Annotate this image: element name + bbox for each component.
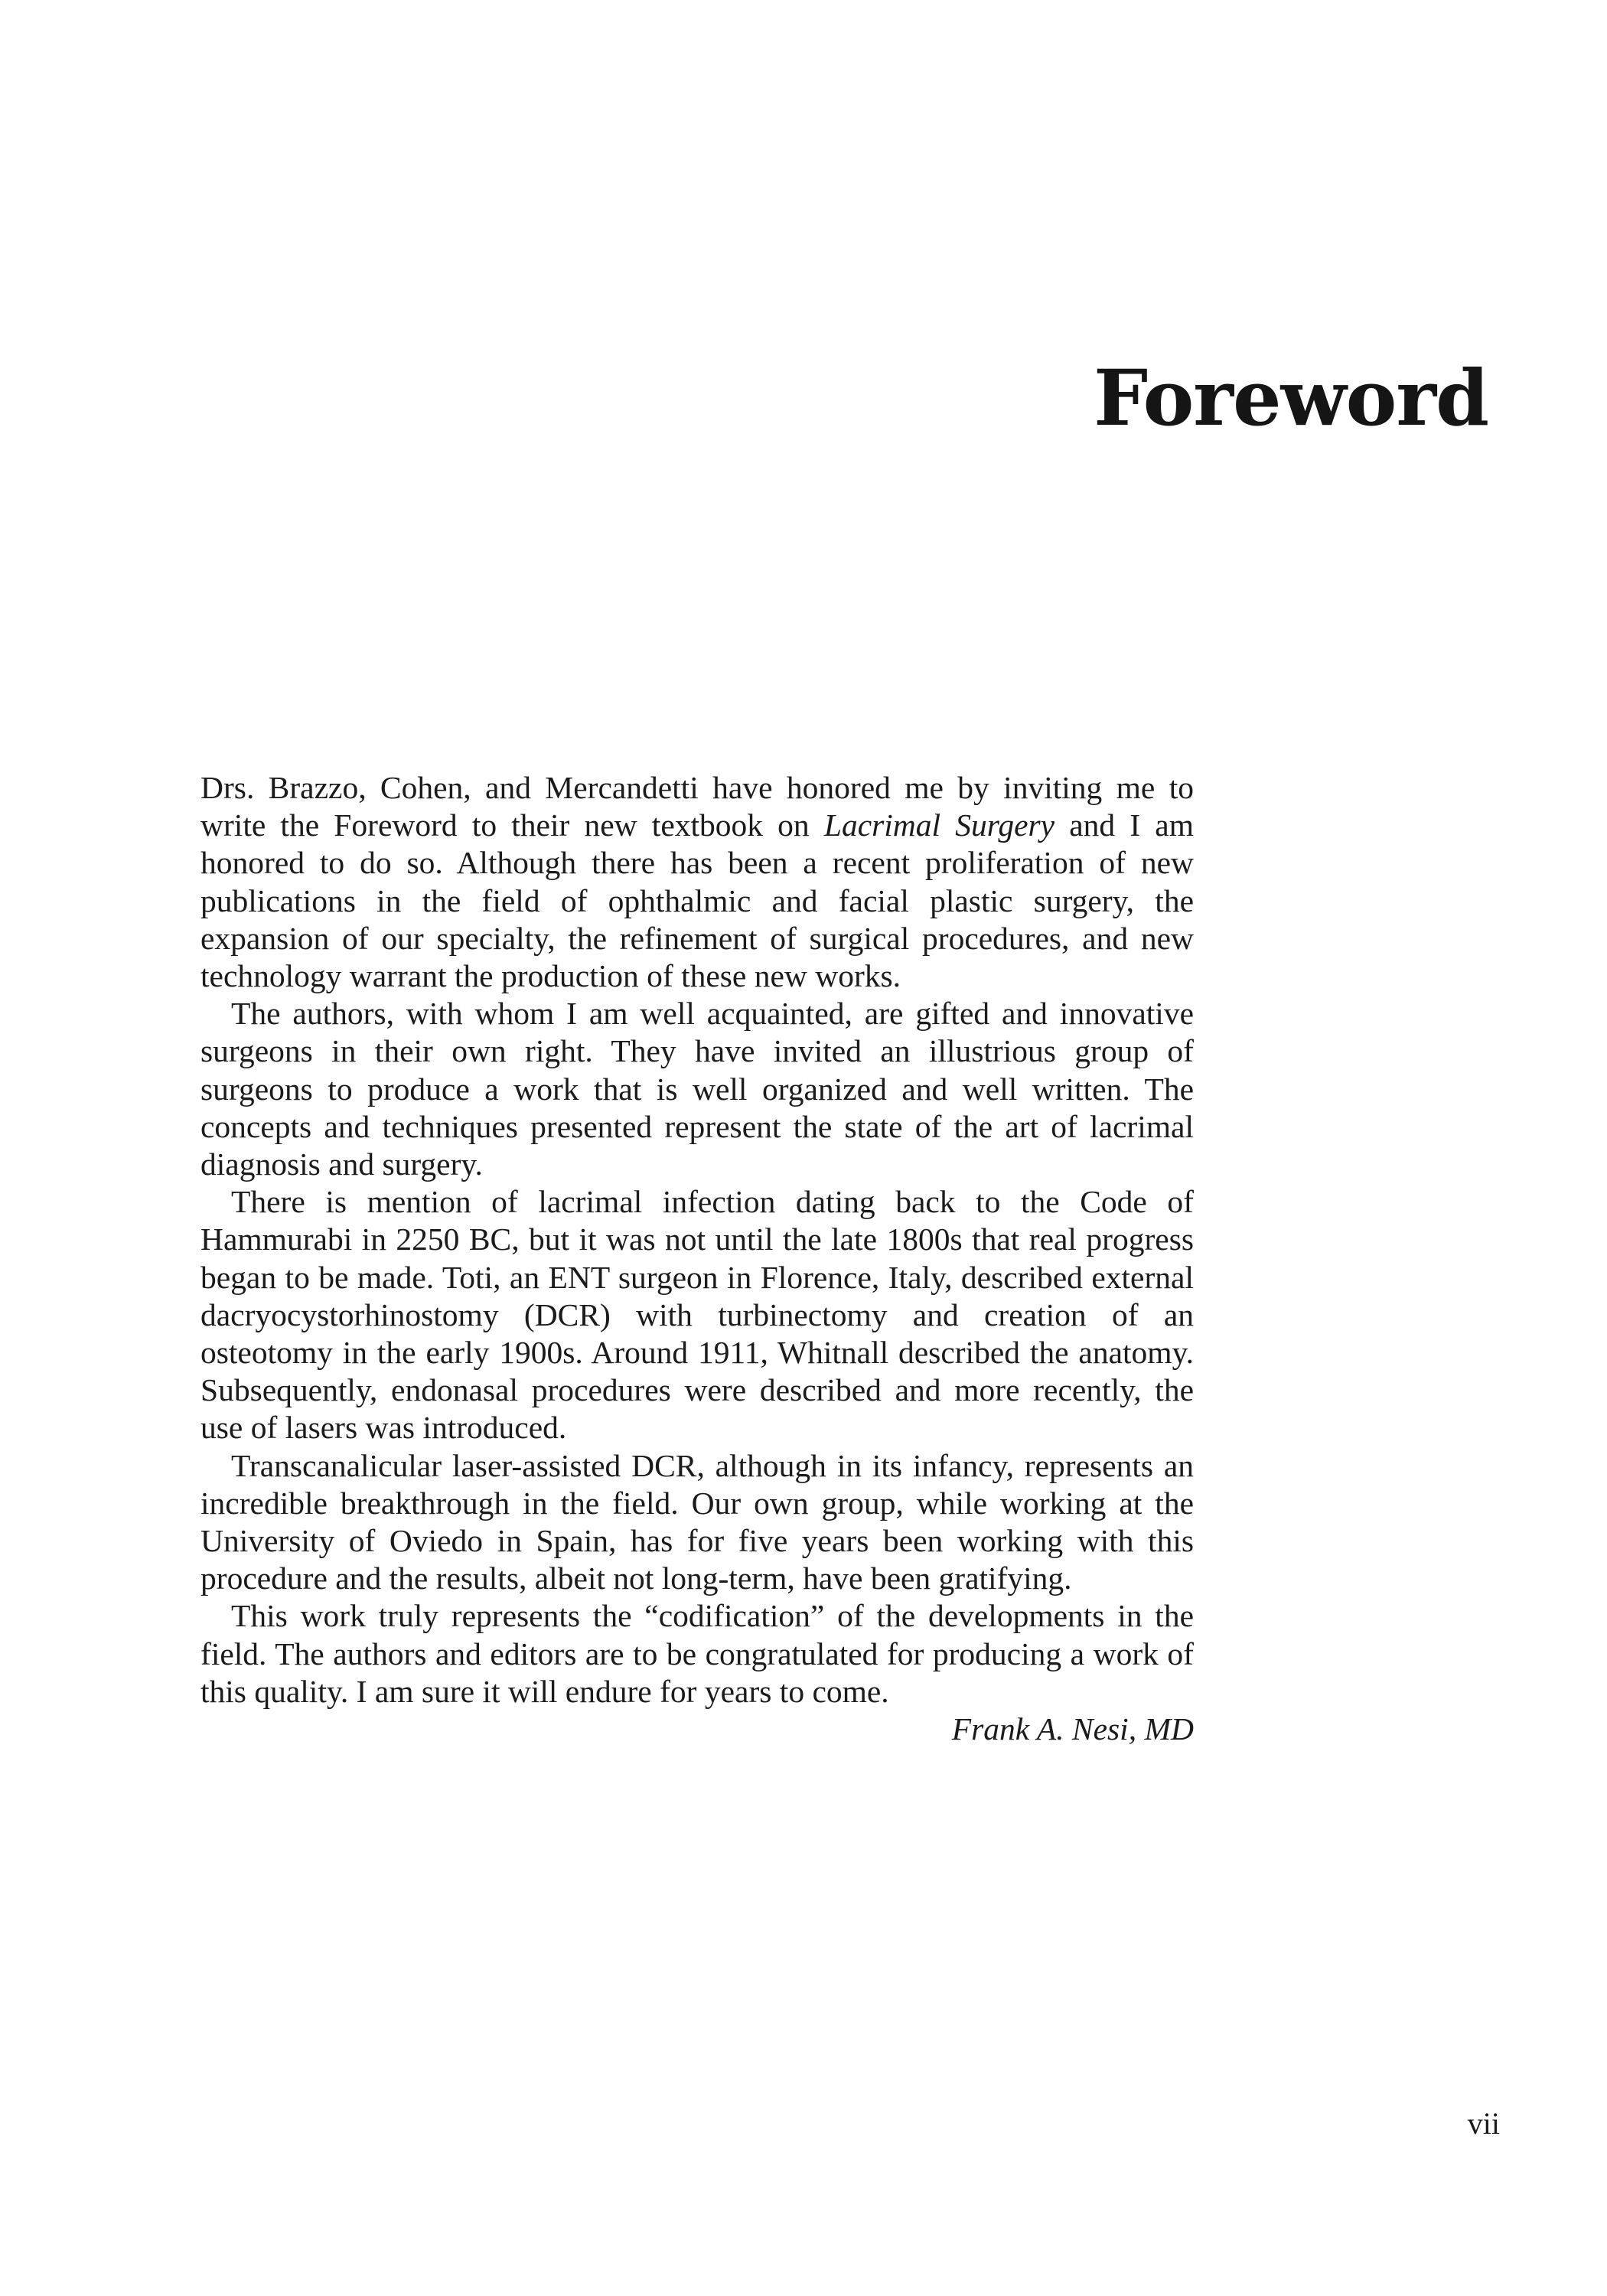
paragraph-4: Transcanalicular laser-assisted DCR, although in its infancy, represents an incredible breakthrough in the field. Our own group, while working at the University of Oviedo in Spain, has for five years been working with this procedure and the results, albeit not long-term, have been gratifying. — [200, 1447, 1194, 1596]
paragraph-2: The authors, with whom I am well acquainted, are gifted and innovative surgeons in their own right. They have invited an illustrious group of surgeons to produce a work that is well organized and well written. The concepts and techniques presented represent the state of the art of lacrimal diagnosis and surgery. — [200, 996, 1194, 1182]
paragraph-1-text-end: and I am honored to do so. Although there has been a recent proliferation of new publications in the field of ophthalmic and facial plastic surgery, the expansion of our specialty, the refinement of surgical procedures, and new technology warrant the production of these new works. — [200, 807, 1194, 994]
page-number: vii — [1467, 2106, 1500, 2141]
foreword-body — [200, 769, 1194, 1748]
paragraph-1 — [200, 769, 1194, 995]
book-title-italic: Lacrimal Surgery — [823, 807, 1055, 843]
paragraph-3: There is mention of lacrimal infection dating back to the Code of Hammurabi in 2250 BC, but it was not until the late 1800s that real progress began to be made. Toti, an ENT surgeon in Florence, Italy, described external dacryocystorhinostomy (DCR) with turbinectomy and creation of an osteotomy in the early 1900s. Around 1911, Whitnall described the anatomy. Subsequently, endonasal procedures were described and more recently, the use of lasers was introduced. — [200, 1184, 1194, 1446]
paragraph-1-text-start: Drs. Brazzo, Cohen, and Mercandetti have honored me by inviting me to write the Foreword to their new textbook on — [200, 770, 1194, 843]
page-title: Foreword — [1094, 353, 1488, 443]
paragraph-5: This work truly represents the “codification” of the developments in the field. The authors and editors are to be congratulated for producing a work of this quality. I am sure it will endure for years to come. — [200, 1598, 1194, 1709]
author-signature: Frank A. Nesi, MD — [951, 1711, 1194, 1747]
